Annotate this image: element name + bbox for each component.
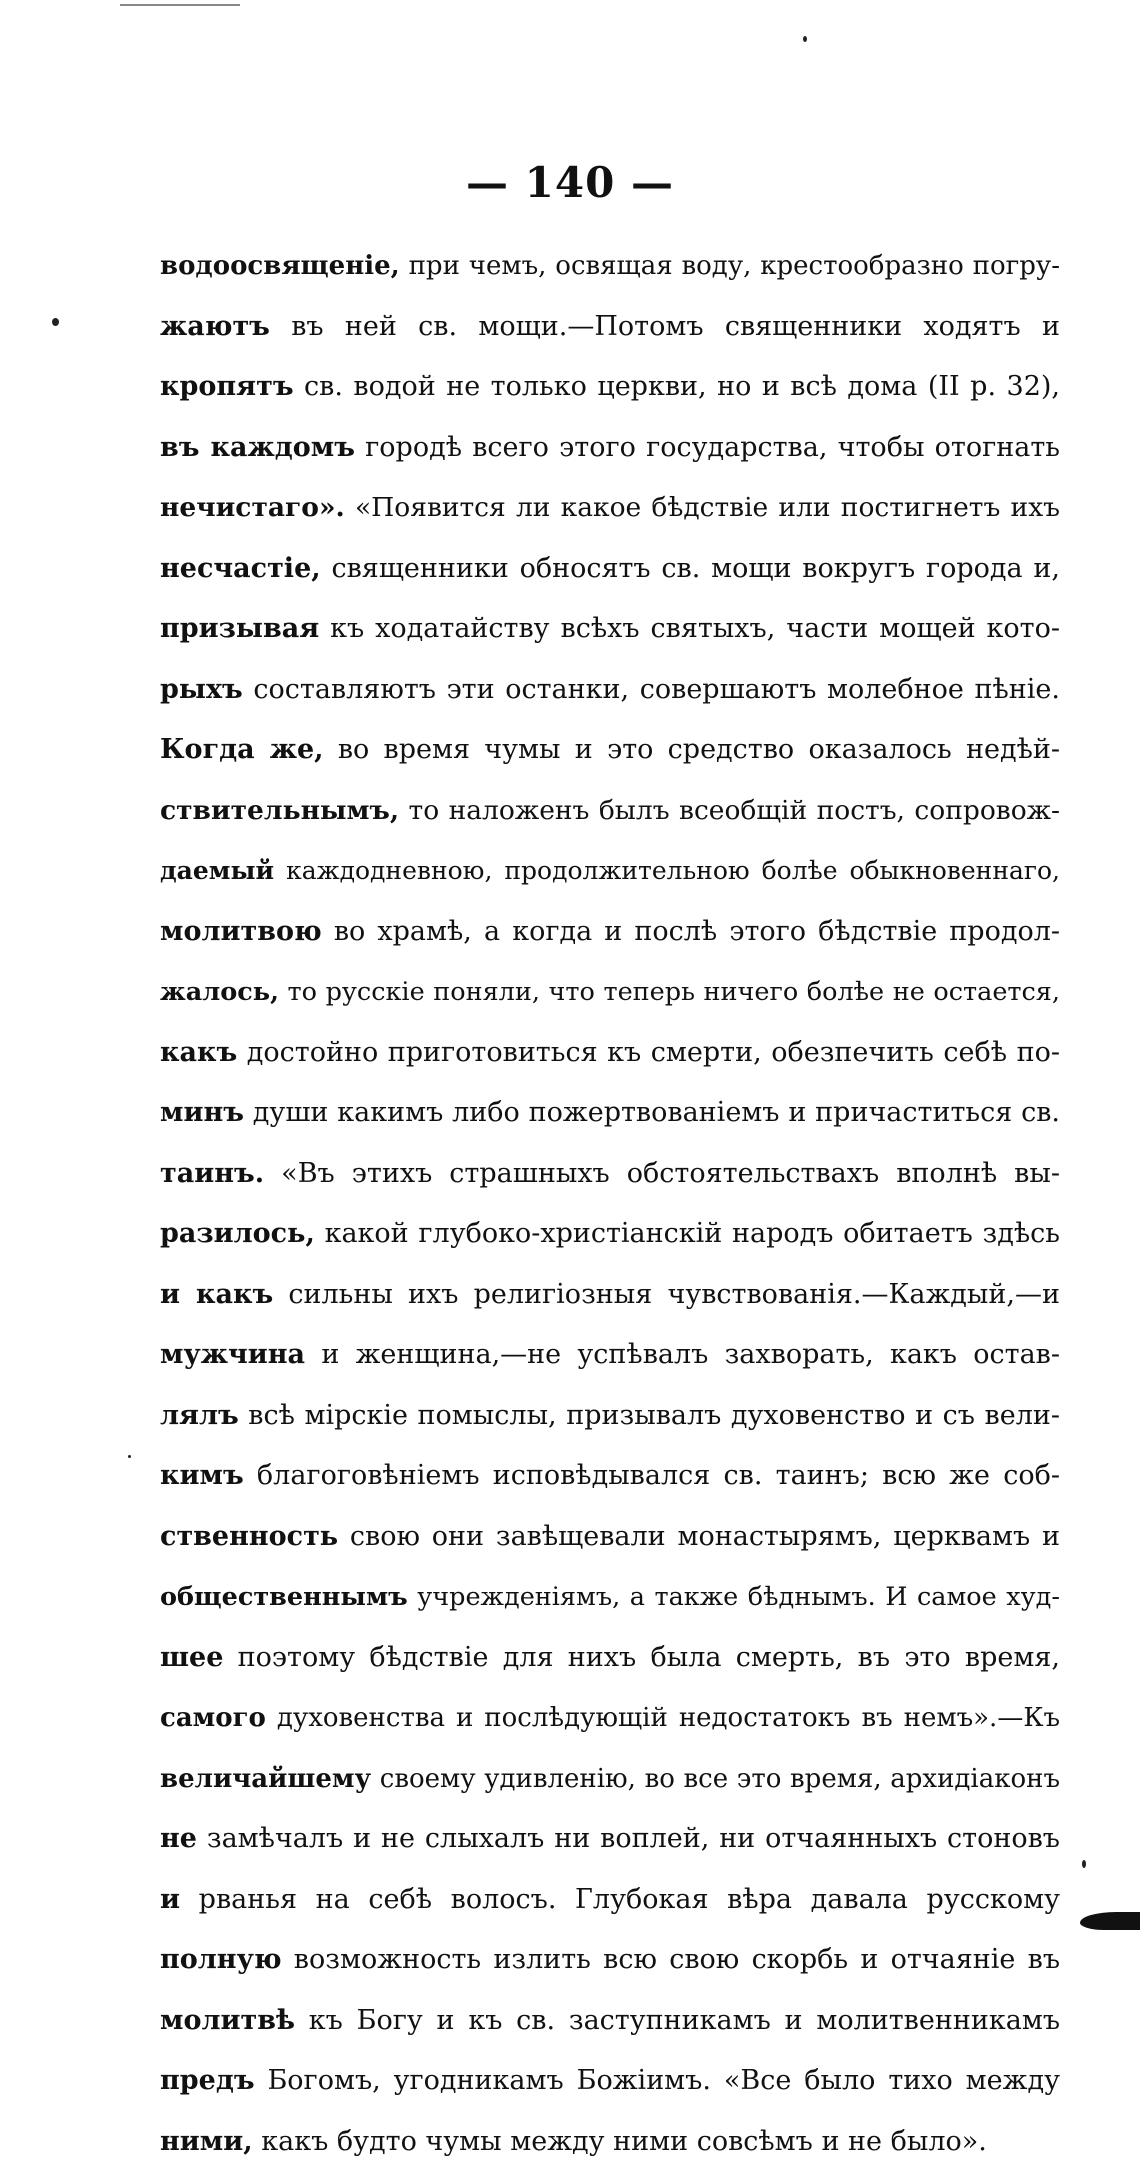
text-line — [160, 781, 1060, 842]
text-line — [160, 1930, 1060, 1991]
line-rest: «Въ этихъ страшныхъ обстоятельствахъ вполнѣ вы- — [264, 1158, 1060, 1189]
text-line — [160, 1023, 1060, 1084]
line-lead-word: шее — [160, 1642, 223, 1673]
scan-speck — [128, 1455, 131, 1458]
line-rest: какой глубоко-христіанскій народъ обитаетъ здѣсь — [315, 1218, 1060, 1249]
line-lead-word: и какъ — [160, 1279, 273, 1310]
line-rest: Богомъ, угодникамъ Божіимъ. «Все было тихо между — [255, 2065, 1060, 2096]
line-lead-word: лялъ — [160, 1400, 239, 1431]
line-rest: священники обносятъ св. мощи вокругъ города и, — [321, 553, 1060, 584]
text-line — [160, 660, 1060, 721]
line-lead-word: рыхъ — [160, 674, 243, 705]
line-lead-word: несчастіе, — [160, 553, 321, 584]
text-line — [160, 539, 1060, 600]
line-lead-word: общественнымъ — [160, 1582, 408, 1612]
line-lead-word: кропятъ — [160, 371, 294, 402]
text-line — [160, 1144, 1060, 1205]
line-rest: всѣ мірскіе помыслы, призывалъ духовенство и съ вели- — [239, 1400, 1060, 1431]
text-line — [160, 1567, 1060, 1628]
scan-corner-mark — [1080, 1912, 1140, 1930]
text-line — [160, 1991, 1060, 2052]
text-line — [160, 841, 1060, 902]
line-lead-word: молитвѣ — [160, 2005, 295, 2036]
line-lead-word: полную — [160, 1944, 282, 1975]
scan-speck — [1082, 1860, 1086, 1868]
text-line — [160, 1325, 1060, 1386]
text-line — [160, 2051, 1060, 2112]
line-rest: то наложенъ былъ всеобщій постъ, сопровож- — [399, 795, 1060, 826]
line-rest: учрежденіямъ, а также бѣднымъ. И самое худ- — [408, 1582, 1060, 1612]
line-lead-word: величайшему — [160, 1764, 371, 1794]
line-rest: при чемъ, освящая воду, крестообразно погру- — [400, 251, 1060, 281]
line-lead-word: даемый — [160, 856, 274, 885]
text-line — [160, 418, 1060, 479]
text-line — [160, 1204, 1060, 1265]
text-line — [160, 720, 1060, 781]
line-rest: свою они завѣщевали монастырямъ, церквамъ и — [338, 1521, 1060, 1552]
line-lead-word: ствительнымъ, — [160, 795, 399, 826]
line-rest: къ Богу и къ св. заступникамъ и молитвенникамъ — [295, 2005, 1060, 2036]
text-line — [160, 1749, 1060, 1810]
text-line — [160, 1083, 1060, 1144]
line-lead-word: минъ — [160, 1097, 244, 1128]
line-lead-word: жалось, — [160, 977, 279, 1007]
line-lead-word: не — [160, 1823, 197, 1854]
line-rest: составляютъ эти останки, совершаютъ молебное пѣніе. — [243, 674, 1060, 705]
line-rest: и женщина,—не успѣвалъ захворать, какъ остав- — [305, 1339, 1060, 1370]
line-lead-word: призывая — [160, 613, 319, 644]
line-lead-word: кимъ — [160, 1460, 244, 1491]
line-lead-word: ственность — [160, 1521, 338, 1552]
line-lead-word: и — [160, 1884, 180, 1915]
line-lead-word: жаютъ — [160, 311, 270, 342]
line-rest: возможность излить всю свою скорбь и отчаяніе въ — [282, 1944, 1060, 1975]
line-lead-word: мужчина — [160, 1339, 305, 1370]
line-rest: своему удивленію, во все это время, архидіаконъ — [371, 1764, 1060, 1794]
text-line — [160, 1265, 1060, 1326]
text-line — [160, 2112, 1060, 2172]
text-line — [160, 1446, 1060, 1507]
line-rest: во храмѣ, а когда и послѣ этого бѣдствіе продол- — [322, 916, 1060, 947]
text-line — [160, 902, 1060, 963]
line-lead-word: предъ — [160, 2065, 255, 2096]
line-lead-word: самого — [160, 1703, 266, 1733]
scan-speck — [52, 318, 59, 326]
line-rest: поэтому бѣдствіе для нихъ была смерть, въ это время, — [223, 1642, 1060, 1673]
page-number: — 140 — — [0, 158, 1140, 208]
text-line — [160, 1809, 1060, 1870]
line-rest: во время чумы и это средство оказалось недѣй- — [324, 734, 1060, 765]
scan-speck — [803, 36, 807, 42]
text-line — [160, 1507, 1060, 1568]
line-rest: духовенства и послѣдующій недостатокъ въ немъ».—Къ — [266, 1703, 1060, 1733]
text-line — [160, 297, 1060, 358]
line-lead-word: ними, — [160, 2126, 253, 2157]
line-rest: каждодневною, продолжительною болѣе обыкновеннаго, — [274, 856, 1060, 885]
text-line — [160, 599, 1060, 660]
top-rule — [120, 4, 240, 6]
text-line — [160, 1386, 1060, 1447]
line-rest: то русскіе поняли, что теперь ничего болѣе не остается, — [279, 977, 1060, 1007]
text-line — [160, 1870, 1060, 1931]
line-rest: достойно приготовиться къ смерти, обезпечить себѣ по- — [237, 1037, 1060, 1068]
line-lead-word: нечистаго». — [160, 492, 345, 523]
line-rest: какъ будто чумы между ними совсѣмъ и не было». — [253, 2126, 987, 2157]
line-rest: замѣчалъ и не слыхалъ ни воплей, ни отчаянныхъ стоновъ — [197, 1823, 1060, 1854]
text-line — [160, 357, 1060, 418]
line-lead-word: таинъ. — [160, 1158, 264, 1189]
line-lead-word: въ каждомъ — [160, 432, 355, 463]
line-rest: св. водой не только церкви, но и всѣ дома (II р. 32), — [294, 371, 1060, 402]
line-rest: благоговѣніемъ исповѣдывался св. таинъ; всю же соб- — [244, 1460, 1060, 1491]
line-rest: рванья на себѣ волосъ. Глубокая вѣра давала русскому — [180, 1884, 1060, 1915]
line-lead-word: молитвою — [160, 916, 322, 947]
line-rest: въ ней св. мощи.—Потомъ священники ходятъ и — [270, 311, 1060, 342]
text-line — [160, 962, 1060, 1023]
line-lead-word: какъ — [160, 1037, 237, 1068]
line-lead-word: разилось, — [160, 1218, 315, 1249]
line-lead-word: Когда же, — [160, 734, 324, 765]
line-rest: городѣ всего этого государства, чтобы отогнать — [355, 432, 1060, 463]
text-line — [160, 236, 1060, 297]
line-rest: къ ходатайству всѣхъ святыхъ, части мощей кото- — [319, 613, 1060, 644]
line-rest: сильны ихъ религіозныя чувствованія.—Каждый,—и — [273, 1279, 1060, 1310]
body-text — [160, 236, 1060, 2172]
text-line — [160, 478, 1060, 539]
line-rest: души какимъ либо пожертвованіемъ и причаститься св. — [244, 1097, 1060, 1128]
text-line — [160, 1628, 1060, 1689]
line-rest: «Появится ли какое бѣдствіе или постигнетъ ихъ — [345, 492, 1060, 523]
line-lead-word: водоосвященіе, — [160, 251, 400, 281]
text-line — [160, 1688, 1060, 1749]
